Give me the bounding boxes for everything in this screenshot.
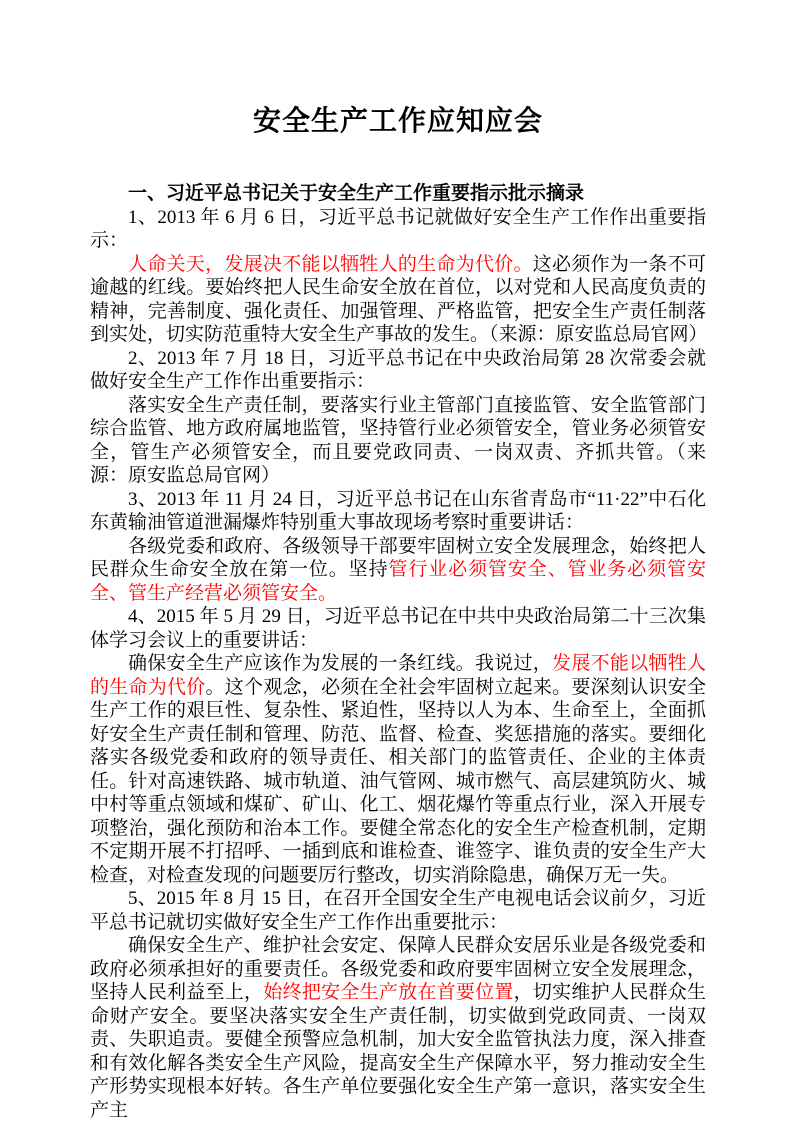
body-text-segment: 确保安全生产应该作为发展的一条红线。我说过， (128, 653, 553, 674)
paragraph-container (90, 206, 706, 1122)
document-paragraph (90, 535, 706, 606)
document-paragraph (90, 488, 706, 535)
highlighted-text-segment: 始终把安全生产放在首要位置 (263, 982, 514, 1003)
body-text-segment: 3、2013 年 11 月 24 日，习近平总书记在山东省青岛市“11·22”中石化东黄输油管道泄漏爆炸特别重大事故现场考察时重要讲话： (90, 488, 706, 533)
document-body (90, 182, 706, 1122)
body-text-segment: 5、2015 年 8 月 15 日，在召开全国安全生产电视电话会议前夕，习近平总书记就切实做好安全生产工作作出重要批示： (90, 888, 706, 933)
document-paragraph (90, 206, 706, 253)
highlighted-text-segment: 管行业必须管安全、管业务必须管安全、管生产经营必须管安全。 (90, 559, 706, 604)
document-paragraph (90, 253, 706, 347)
page-title: 安全生产工作应知应会 (252, 105, 543, 136)
body-text-segment: ，切实维护人民群众生命财产安全。要坚决落实安全生产责任制，切实做到党政同责、一岗双责、失职追责。要健全预警应急机制，加大安全监管执法力度，深入排查和有效化解各类安全生产风险，提高安全生产保障水平，努力推动安全生产形势实现根本好转。各生产单位要强化安全生产第一意识，落实安全生产主 (90, 982, 706, 1121)
body-text-segment: 。这个观念，必须在全社会牢固树立起来。要深刻认识安全生产工作的艰巨性、复杂性、紧迫性，坚持以人为本、生命至上，全面抓好安全生产责任制和管理、防范、监督、检查、奖惩措施的落实。要细化落实各级党委和政府的领导责任、相关部门的监管责任、企业的主体责任。针对高速铁路、城市轨道、油气管网、城市燃气、高层建筑防火、城中村等重点领域和煤矿、矿山、化工、烟花爆竹等重点行业，深入开展专项整治，强化预防和治本工作。要健全常态化的安全生产检查机制，定期不定期开展不打招呼、一插到底和谁检查、谁签字、谁负责的安全生产大检查，对检查发现的问题要厉行整改，切实消除隐患，确保万无一失。 (90, 676, 706, 886)
body-text-segment: 确保安全生产、维护社会安定、保障人民群众安居乐业是各级党委和政府必须承担好的重要责任。各级党委和政府要牢固树立安全发展理念，坚持人民利益至上， (90, 935, 706, 1003)
highlighted-text-segment: 人命关天，发展决不能以牺牲人的生命为代价。 (128, 253, 533, 275)
document-paragraph (90, 347, 706, 394)
body-text-segment: 2、2013 年 7 月 18 日，习近平总书记在中央政治局第 28 次常委会就做好安全生产工作作出重要指示： (90, 347, 706, 392)
body-text-segment: 落实安全生产责任制，要落实行业主管部门直接监管、安全监管部门综合监管、地方政府属地监管，坚持管行业必须管安全，管业务必须管安全，管生产必须管安全，而且要党政同责、一岗双责、齐抓共管。（来源：原安监总局官网） (90, 394, 706, 486)
body-text-segment: 4、2015 年 5 月 29 日，习近平总书记在中共中央政治局第二十三次集体学习会议上的重要讲话： (90, 606, 706, 651)
highlighted-text-segment: 发展不能以牺牲人的生命为代价 (90, 653, 706, 698)
body-text-segment: 1、2013 年 6 月 6 日，习近平总书记就做好安全生产工作作出重要指示： (90, 206, 706, 251)
document-paragraph (90, 934, 706, 1122)
section-heading: 一、习近平总书记关于安全生产工作重要指示批示摘录 (128, 183, 585, 204)
body-text-segment: 这必须作为一条不可逾越的红线。要始终把人民生命安全放在首位，以对党和人民高度负责的精神，完善制度、强化责任、加强管理、严格监管，把安全生产责任制落到实处，切实防范重特大安全生产事故的发生。（来源：原安监总局官网） (90, 253, 708, 345)
document-paragraph (90, 394, 706, 488)
document-paragraph (90, 652, 706, 887)
body-text-segment: 各级党委和政府、各级领导干部要牢固树立安全发展理念，始终把人民群众生命安全放在第一位。坚持 (90, 535, 706, 580)
document-paragraph (90, 605, 706, 652)
document-paragraph (90, 887, 706, 934)
